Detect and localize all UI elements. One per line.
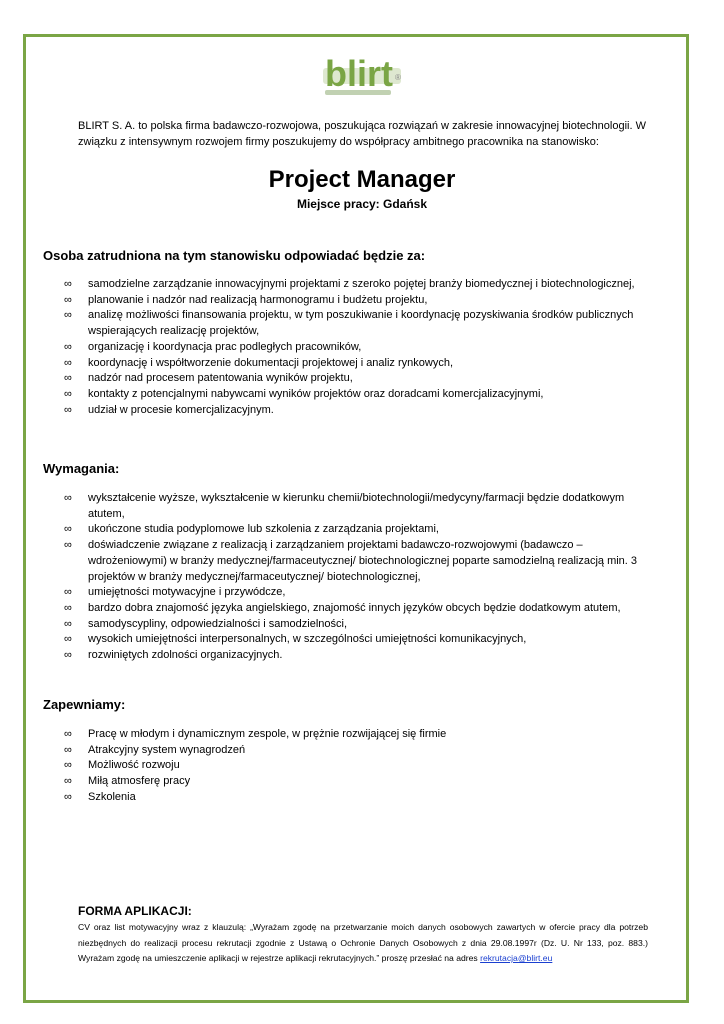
list-item: ∞ Szkolenia — [64, 790, 654, 806]
list-item: ∞ samodyscypliny, odpowiedzialności i samodzielności, — [64, 617, 654, 633]
list-item: ∞ bardzo dobra znajomość języka angielskiego, znajomość innych języków obcych będzie dodatkowym atutem, — [64, 601, 654, 617]
recruitment-email-link[interactable]: rekrutacja@blirt.eu — [480, 953, 553, 963]
offer-list — [64, 727, 654, 806]
responsibilities-heading: Osoba zatrudniona na tym stanowisku odpowiadać będzie za: — [43, 248, 426, 263]
job-location: Miejsce pracy: Gdańsk — [296, 197, 428, 211]
list-item: ∞ wykształcenie wyższe, wykształcenie w kierunku chemii/biotechnologii/medycyny/farmacji będzie dodatkowym atutem, — [64, 491, 654, 522]
list-item: ∞ rozwiniętych zdolności organizacyjnych. — [64, 648, 654, 664]
list-item: ∞ ukończone studia podyplomowe lub szkolenia z zarządzania projektami, — [64, 522, 654, 538]
application-instructions: CV oraz list motywacyjny wraz z klauzulą: „Wyrażam zgodę na przetwarzanie moich danych osobowych zawartych w ofercie pracy dla potrzeb niezbędnych do realizacji procesu rekrutacji zgodnie z Ustawą o Ochronie Danych Osobowych z dnia 29.08.1997r (Dz. U. Nr 133, poz. 883.) Wyrażam zgodę na umieszczenie aplikacji w rejestrze aplikacji rekrutacyjnych.” proszę przesłać na adres — [78, 922, 648, 963]
list-item: ∞ nadzór nad procesem patentowania wyników projektu, — [64, 371, 654, 387]
blirt-logo — [321, 46, 405, 100]
logo-registered-mark: ® — [395, 73, 401, 82]
intro-paragraph: BLIRT S. A. to polska firma badawczo-rozwojowa, poszukująca rozwiązań w zakresie innowacyjnej biotechnologii. W związku z intensywnym rozwojem firmy poszukujemy do współpracy ambitnego pracownika na stanowisko: — [78, 120, 646, 148]
list-item: ∞ udział w procesie komercjalizacyjnym. — [64, 403, 654, 419]
list-item: ∞ wysokich umiejętności interpersonalnych, w szczególności umiejętności komunikacyjnych, — [64, 632, 654, 648]
list-item: ∞ umiejętności motywacyjne i przywódcze, — [64, 585, 654, 601]
list-item: ∞ kontakty z potencjalnymi nabywcami wyników projektów oraz doradcami komercjalizacyjnymi, — [64, 387, 654, 403]
offer-heading: Zapewniamy: — [43, 697, 126, 712]
responsibilities-list — [64, 277, 654, 418]
list-item: ∞ analizę możliwości finansowania projektu, w tym poszukiwanie i koordynację pozyskiwania środków publicznych wspierających realizację projektów, — [64, 308, 654, 339]
application-text — [78, 920, 648, 967]
requirements-heading: Wymagania: — [43, 461, 120, 476]
requirements-list — [64, 491, 654, 664]
list-item: ∞ doświadczenie związane z realizacją i zarządzaniem projektami badawczo-rozwojowymi (badawczo – wdrożeniowymi) w branży medycznej/farmaceutycznej/ biotechnologicznej poparte samodzielną realizacją min. 3 projektów w branży medycznej/farmaceutycznej/ biotechnologicznej, — [64, 538, 654, 585]
job-title: Project Manager — [268, 166, 456, 193]
list-item: ∞ Miłą atmosferę pracy — [64, 774, 654, 790]
list-item: ∞ organizację i koordynacja prac podległych pracowników, — [64, 340, 654, 356]
list-item: ∞ Możliwość rozwoju — [64, 758, 654, 774]
list-item: ∞ Atrakcyjny system wynagrodzeń — [64, 743, 654, 759]
list-item: ∞ planowanie i nadzór nad realizacją harmonogramu i budżetu projektu, — [64, 293, 654, 309]
list-item: ∞ Pracę w młodym i dynamicznym zespole, w prężnie rozwijającej się firmie — [64, 727, 654, 743]
list-item: ∞ samodzielne zarządzanie innowacyjnymi projektami z szeroko pojętej branży biomedycznej i biotechnologicznej, — [64, 277, 654, 293]
list-item: ∞ koordynację i współtworzenie dokumentacji projektowej i analiz rynkowych, — [64, 356, 654, 372]
application-heading: FORMA APLIKACJI: — [78, 904, 192, 918]
logo-wordmark: blirt — [325, 53, 393, 94]
